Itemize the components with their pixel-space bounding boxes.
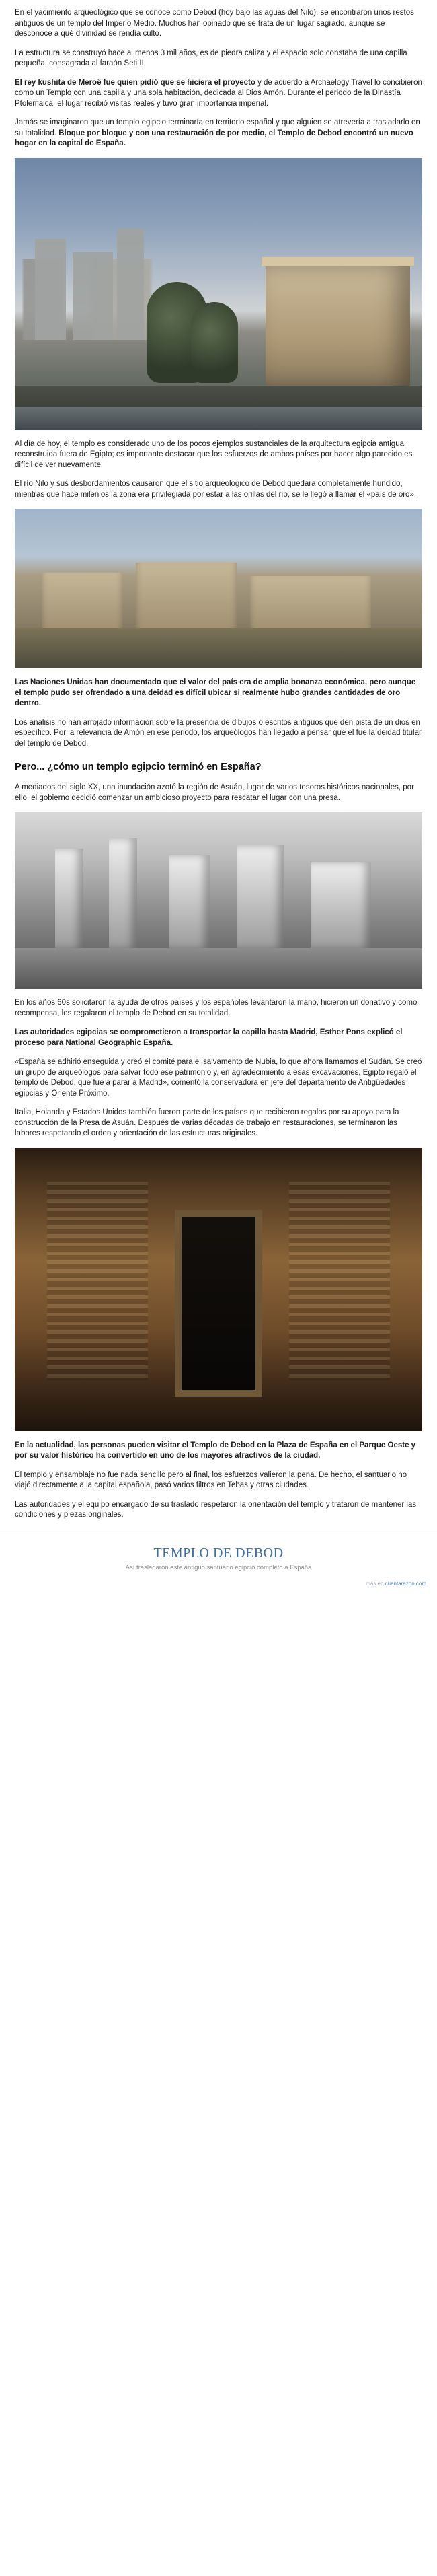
- tree: [191, 302, 238, 383]
- paragraph: En la actualidad, las personas pueden visitar el Templo de Debod en la Plaza de España en el Parque Oeste y por su valor histórico ha convertido en uno de los mayores atractivos de la ciudad.: [15, 1441, 416, 1460]
- footer-title: TEMPLO DE DEBOD: [153, 1545, 284, 1561]
- temple-daytime-ruins-image: [15, 509, 422, 668]
- ruin-wall: [311, 862, 371, 950]
- paragraph: Las autoridades egipcias se comprometieron a transportar la capilla hasta Madrid, Esther Pons explicó el proceso para National Geographic España.: [15, 1028, 403, 1047]
- paragraph-text: y de acuerdo a Archaelogy Travel lo concibieron como un Templo con una capilla y una sola habitación, dedicada al Dios Amón. Durante el periodo de la Dinastía Ptolemaica, el lugar recibió visitas reales y tuvo gran importancia imperial.: [15, 78, 422, 108]
- column: [55, 849, 83, 950]
- paragraph: Al día de hoy, el templo es considerado uno de los pocos ejemplos sustanciales de la arquitectura egipcia antigua reconstruida fuera de Egipto; es importante destacar que los esfuerzos de ambos países por hacer algo parecido es difícil de ver nuevamente.: [15, 439, 413, 469]
- paragraph: Los análisis no han arrojado información sobre la presencia de dibujos o escritos antiguos que den pista de un dios en específico. Por la relevancia de Amón en ese periodo, los arqueólogos han llegado a pensar que él fue la deidad titular del templo de Debod.: [15, 718, 422, 748]
- debod-temple: [266, 264, 410, 388]
- source-attribution[interactable]: [7, 1581, 430, 1587]
- paragraph: [15, 78, 422, 110]
- footer-subtitle: Así trasladaron este antiguo santuario egipcio completo a España: [125, 1563, 312, 1571]
- paragraph: En los años 60s solicitaron la ayuda de otros países y los españoles levantaron la mano, hicieron un donativo y como recompensa, les regalaron el templo de Debod en su totalidad.: [15, 999, 418, 1017]
- paragraph-lead-bold: El rey kushita de Meroë fue quien pidió que se hiciera el proyecto: [15, 78, 255, 87]
- building-tower: [117, 229, 144, 340]
- archaeological-ruins-blackwhite-image: [15, 812, 422, 989]
- paragraph: En el yacimiento arqueológico que se conoce como Debod (hoy bajo las aguas del Nilo), se encontraron unos restos antiguos de un templo del Imperio Medio. Muchos han opinado que se trata de un lugar sagrado, aunque se desconoce a qué divinidad se rendía culto.: [15, 9, 414, 38]
- attribution-brand[interactable]: cuantarazon.com: [385, 1580, 426, 1587]
- section-heading: Pero... ¿cómo un templo egipcio terminó en España?: [15, 762, 262, 773]
- column: [237, 845, 284, 950]
- paragraph: [15, 118, 422, 149]
- paragraph: Italia, Holanda y Estados Unidos también fueron parte de los países que recibieron regalos por su apoyo para la construcción de la Presa de Asuán. Después de varias décadas de trabajo en restauraciones, se terminaron las labores respetando el orden y orientación de las estructuras originales.: [15, 1108, 399, 1137]
- hieroglyph-relief-left: [47, 1182, 148, 1380]
- temple-interior-hieroglyphs-image: [15, 1148, 422, 1431]
- column: [109, 838, 137, 950]
- paragraph-text: Jamás se imaginaron que un templo egipcio terminaría en territorio español y que alguien se atrevería a trasladarlo en su totalidad.: [15, 118, 420, 137]
- paragraph: Las autoridades y el equipo encargado de su traslado respetaron la orientación del templo y trataron de mantener las condiciones y piezas originales.: [15, 1500, 417, 1519]
- temple-sunset-madrid-skyline-image: [15, 158, 422, 430]
- paragraph: A mediados del siglo XX, una inundación azotó la región de Asuán, lugar de varios tesoros históricos nacionales, por ello, el gobierno decidió comenzar un ambicioso proyecto para rescatar el lugar con una presa.: [15, 783, 414, 802]
- stone-gate: [136, 563, 237, 637]
- building-tower: [73, 252, 113, 340]
- stone-block: [42, 573, 122, 637]
- paragraph: La estructura se construyó hace al menos 3 mil años, es de piedra caliza y el espacio solo constaba de una capilla pequeña, consagrada al faraón Seti II.: [15, 48, 407, 67]
- paragraph: El río Nilo y sus desbordamientos causaron que el sitio arqueológico de Debod quedara completamente hundido, mientras que hace milenios la zona era privilegiada por estar a las orillas del río, se le llegó a llamar el «país de oro».: [15, 480, 417, 499]
- article-footer: [0, 1532, 437, 1595]
- building-tower: [35, 239, 66, 340]
- paragraph: «España se adhirió enseguida y creó el comité para el salvamento de Nubia, lo que ahora llamamos el Sudán. Se creó un grupo de arqueólogos para salvar todo ese patrimonio y, en agradecimiento a esas excavaciones, Egipto regaló el templo de Debod, que fue a parar a Madrid», comentó la conservadora en jefe del departamento de Antigüedades egipcias y Oriente Próximo.: [15, 1058, 422, 1098]
- paragraph-tail-bold: Bloque por bloque y con una restauración de por medio, el Templo de Debod encontró un nuevo hogar en la capital de España.: [15, 129, 413, 147]
- attribution-prefix: más en: [366, 1580, 385, 1587]
- hieroglyph-relief-right: [289, 1182, 390, 1380]
- temple-doorway: [175, 1210, 262, 1397]
- column: [169, 855, 210, 950]
- paragraph: Las Naciones Unidas han documentado que el valor del país era de amplia bonanza económica, pero aunque el templo pudo ser ofrendado a una deidad es difícil ubicar si realmente hubo grandes cantidades de oro dentro.: [15, 678, 416, 707]
- sand-ground: [15, 948, 422, 989]
- paragraph: El templo y ensamblaje no fue nada sencillo pero al final, los esfuerzos valieron la pena. De hecho, el santuario no viajó directamente a la capital española, pasó varios filtros en Tebas y otras ciudades.: [15, 1470, 407, 1489]
- ground: [15, 628, 422, 668]
- reflecting-pool: [15, 407, 422, 430]
